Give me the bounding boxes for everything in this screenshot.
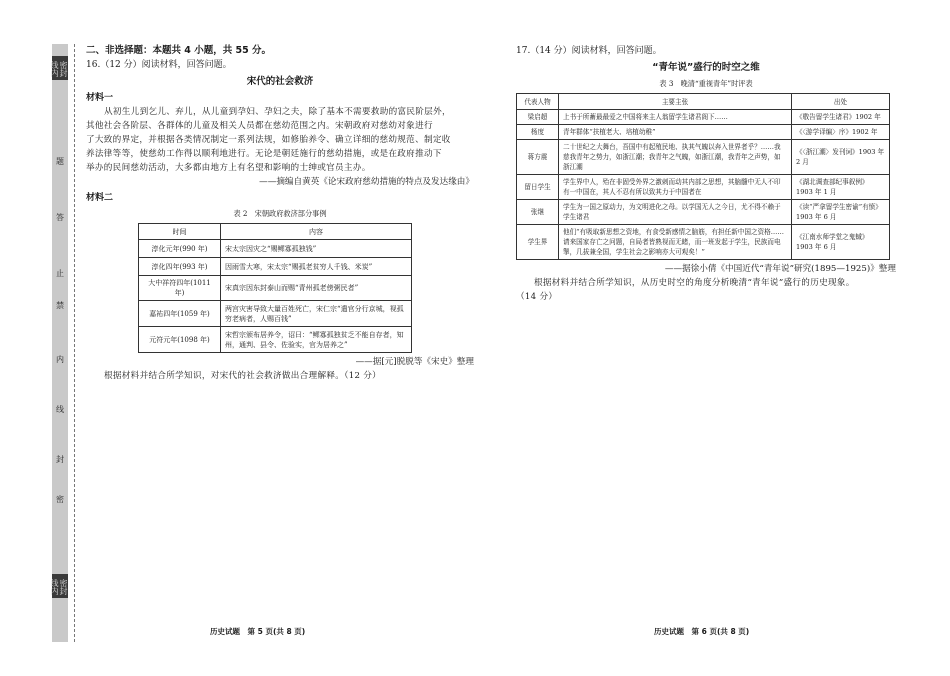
binding-bottom-label: 密封线内 [50,579,68,595]
table-cell-person: 留日学生 [517,175,559,200]
material-1-line: 其他社会各阶层、各群体的儿童及相关人员都在慈幼范围之内。宋朝政府对慈幼对象进行 [86,121,433,131]
table-3 [516,93,890,260]
table-header-row [517,94,890,110]
table-cell-content: 宋哲宗颁布居养令，诏曰：“鳏寡孤独贫乏不能自存者，知州，通判、县令、佐验实，官为居养之” [221,327,412,353]
table-row [139,240,412,258]
material-1-line: 从初生儿到乞儿、弃儿，从儿童到孕妇、孕妇之夫，除了基本不需要救助的富民阶层外， [104,107,451,117]
question-16-intro: 16.（12 分）阅读材料，回答问题。 [86,60,232,70]
table-cell-person: 学生界 [517,225,559,260]
table-cell-source: 《敬告留学生诸君》1902 年 [792,110,890,125]
table-cell-time: 淳化元年(990 年) [139,240,221,258]
binding-dashed-line [74,44,75,642]
binding-top-label: 密封线内 [50,61,68,77]
table-header-row [139,224,412,240]
table-cell-time: 元符元年(1098 年) [139,327,221,353]
table-cell-time: 大中祥符四年(1011 年) [139,276,221,301]
table-cell-claim: 青年群体“扶植老大、培植幼稚” [559,125,792,140]
seal-char: 线 [56,405,64,414]
seal-char: 答 [56,213,64,222]
table-header-cell: 出处 [792,94,890,110]
table-2-source: ——据[元]脱脱等《宋史》整理 [355,357,474,367]
table-cell-source: 《读“严拿留学生密谕”有愤》1903 年 6 月 [792,200,890,225]
question-16-title: 宋代的社会救济 [246,76,314,87]
material-1-line: 举办的民间慈幼活动，大多都由地方上有名望和影响的士绅或官员主办。 [86,163,371,173]
table-cell-content: 宋真宗因东封泰山而赐“青州孤老傍粥民者” [221,276,412,301]
table-cell-person: 杨度 [517,125,559,140]
page-footer-left: 历史试题 第 5 页(共 8 页) [210,627,306,636]
table-cell-content: 宋太宗因灾之“赐鳏寡孤独钱” [221,240,412,258]
table-cell-person: 张继 [517,200,559,225]
table-row [517,175,890,200]
table-cell-time: 淳化四年(993 年) [139,258,221,276]
question-16-task: 根据材料并结合所学知识，对宋代的社会救济做出合理解释。（12 分） [104,371,382,381]
binding-strip [52,44,68,642]
table-cell-person: 梁启超 [517,110,559,125]
table-3-source: ——据徐小倩《中国近代“青年说”研究(1895—1925)》整理 [664,264,896,274]
table-cell-claim: 学生界中人，殆在非固受外界之激刺而动其内部之思想，其脑髓中无人不印有一中国在，其人不忍有所以致其力于中国者在 [559,175,792,200]
binding-strip-top-block [52,56,68,80]
table-cell-claim: 他们“有吸取新思想之资地，有食受新感情之脑筋，有担任新中国之资格……请来国家存亡之问题，自局者皆熟视而无睹，而一班发起于学生，民族而电掣，几拔兼全国，学生社会之影响亦大可观矣！” [559,225,792,260]
table-row [517,200,890,225]
left-column [86,44,474,383]
seal-char: 密 [56,495,64,504]
material-1-line: 养法律等等，使慈幼工作得以顺利地进行。无论是朝廷施行的慈幼措施，或是在政府推动下 [86,149,442,159]
table-row [139,301,412,327]
seal-char: 禁 [56,301,64,310]
table-cell-content: 因雨雪大寒，宋太宗“赐孤老贫穷人千钱、米炭” [221,258,412,276]
table-2 [138,223,412,353]
table-cell-source: 《湖北调查部纪事叙例》1903 年 1 月 [792,175,890,200]
table-header-cell: 主要主张 [559,94,792,110]
right-column [516,44,896,304]
material-1-source: ——摘编自黄英《论宋政府慈幼措施的特点及发达缘由》 [259,177,474,187]
table-row [517,140,890,175]
seal-char: 封 [56,455,64,464]
table-cell-source: 《江南水师学堂之鬼蜮》1903 年 6 月 [792,225,890,260]
table-cell-content: 两宫灾害导致大量百姓死亡，宋仁宗“遣官分行京城，视孤穷老病者，人赐百钱” [221,301,412,327]
table-row [517,110,890,125]
table-row [517,225,890,260]
table-cell-source: 《〈游学译编〉序》1902 年 [792,125,890,140]
table-cell-person: 蒋方震 [517,140,559,175]
table-header-cell: 时间 [139,224,221,240]
seal-char: 题 [56,157,64,166]
table-row [139,276,412,301]
material-2-heading: 材料二 [86,193,114,203]
table-header-cell: 代表人物 [517,94,559,110]
question-17-intro: 17.（14 分）阅读材料，回答问题。 [516,46,662,56]
table-cell-claim: 学生为一国之原动力，为文明进化之母。以学国无人之今日，尤不得不赖于学生诸君 [559,200,792,225]
seal-char: 止 [56,269,64,278]
table-3-caption: 表 3 晚清“重视青年”时评表 [659,79,753,88]
table-header-cell: 内容 [221,224,412,240]
table-cell-source: 《〈浙江潮〉发刊词》1903 年 2 月 [792,140,890,175]
material-1-heading: 材料一 [86,93,114,103]
question-17-title: “青年说”盛行的时空之维 [652,62,760,73]
table-cell-claim: 二十世纪之大舞台，吾国中有起殖民地、执其气魄以奔入世界者乎？……我慈我青年之势力，如浙江潮；我青年之气魄，如浙江潮，我青年之声势，如浙江潮 [559,140,792,175]
binding-strip-bottom-block [52,574,68,598]
question-17-task-points: （14 分） [516,292,558,302]
table-cell-time: 嘉祐四年(1059 年) [139,301,221,327]
table-cell-claim: 上书于所蓄最最爱之中国将来主人翁留学生诸君阁下…… [559,110,792,125]
seal-char: 内 [56,355,64,364]
page-footer-right: 历史试题 第 6 页(共 8 页) [654,627,750,636]
section-heading: 二、非选择题：本题共 4 小题，共 55 分。 [86,45,272,56]
material-1-line: 了大致的界定，并根据各类情况制定一系列法规，如修胎养令、确立详细的慈幼规范、制定收 [86,135,451,145]
table-row [139,258,412,276]
table-row [517,125,890,140]
table-row [139,327,412,353]
table-2-caption: 表 2 宋朝政府救济部分事例 [233,209,327,218]
question-17-task: 根据材料并结合所学知识，从历史时空的角度分析晚清“青年说”盛行的历史现象。 [534,278,855,288]
